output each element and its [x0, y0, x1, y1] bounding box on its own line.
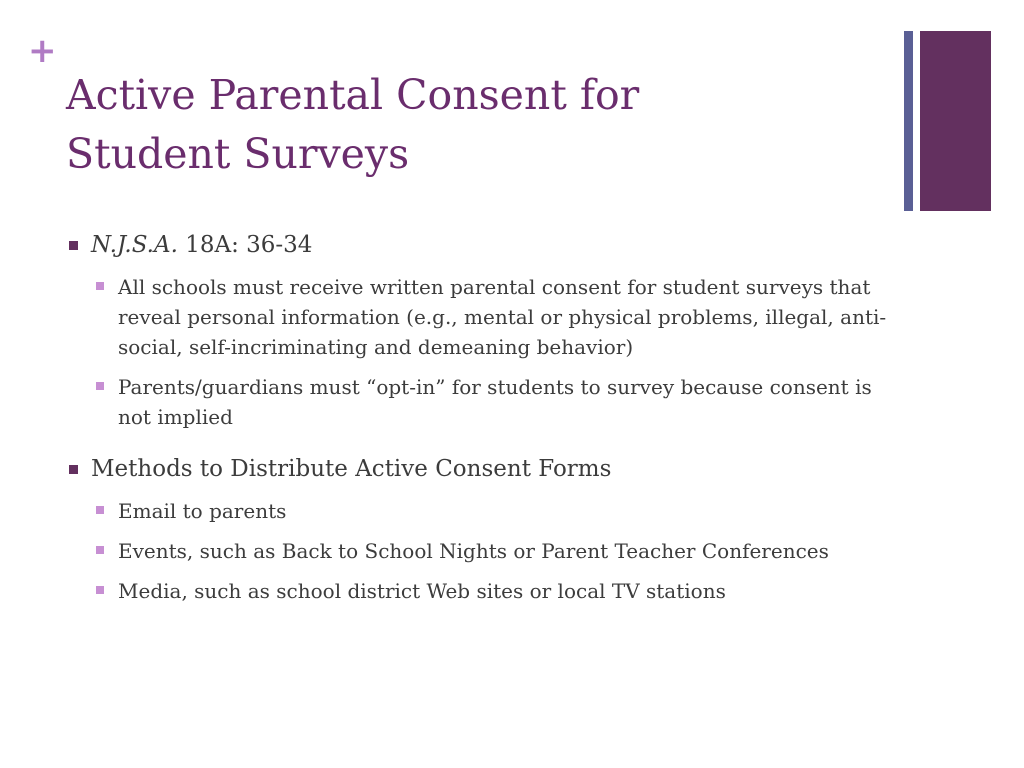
bullet-level2-item: [66, 536, 896, 566]
square-bullet-icon: [69, 465, 78, 474]
title-line-1: Active Parental Consent for: [66, 71, 640, 119]
statute-name: N.J.S.A.: [91, 232, 178, 258]
bullet-level2-item: [66, 576, 896, 606]
square-bullet-icon: [96, 586, 104, 594]
square-bullet-icon: [96, 282, 104, 290]
bullet-level1-methods: [66, 454, 896, 484]
spacer: [66, 432, 896, 454]
bullet-level2-item: [66, 272, 896, 362]
bullet-text: All schools must receive written parental consent for student surveys that reveal personal information (e.g., mental or physical problems, illegal, anti-social, self-incriminating and demeaning behavior): [118, 275, 887, 359]
bullet-heading-text: Methods to Distribute Active Consent Forms: [91, 456, 612, 482]
square-bullet-icon: [96, 382, 104, 390]
title-line-2: Student Surveys: [66, 130, 410, 178]
bullet-level2-item: [66, 372, 896, 432]
square-bullet-icon: [96, 546, 104, 554]
plus-icon: +: [28, 31, 57, 71]
slide-content: [66, 230, 896, 606]
square-bullet-icon: [96, 506, 104, 514]
bullet-text: Media, such as school district Web sites or local TV stations: [118, 579, 726, 603]
slide-title: [66, 66, 866, 184]
accent-bar-thin: [904, 31, 913, 211]
bullet-level1-law: [66, 230, 896, 260]
bullet-level2-item: [66, 496, 896, 526]
square-bullet-icon: [69, 241, 78, 250]
bullet-text: Events, such as Back to School Nights or Parent Teacher Conferences: [118, 539, 829, 563]
bullet-text: Parents/guardians must “opt-in” for students to survey because consent is not implied: [118, 375, 872, 429]
accent-bar-thick: [920, 31, 991, 211]
bullet-text: Email to parents: [118, 499, 287, 523]
statute-number: 18A: 36-34: [177, 232, 313, 258]
